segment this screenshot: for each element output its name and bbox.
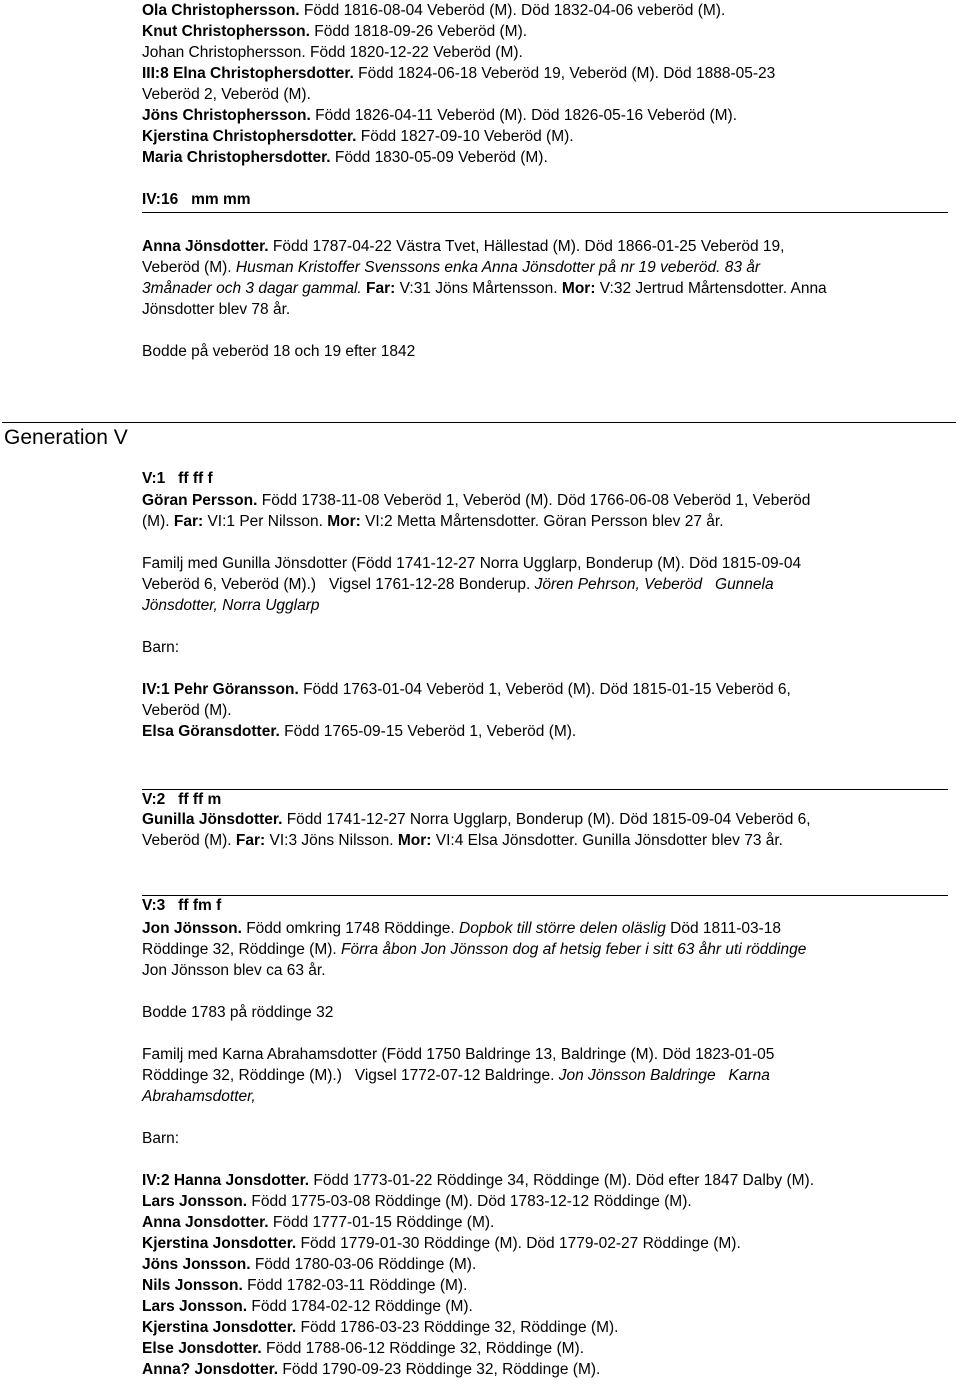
child-entry: Elsa Göransdotter. Född 1765-09-15 Veberöd 1, Veberöd (M). xyxy=(142,723,577,740)
entry-iv16: Anna Jönsdotter. Född 1787-04-22 Västra Tvet, Hällestad (M). Död 1866-01-25 Veberöd 19, Veberöd (M). Husman Kristoffer Svenssons enka Anna Jönsdotter på nr 19 veberöd. 83 år 3månader och 3 dagar gammal. Far: V:31 Jöns Mårtensson. Mor: V:32 Jertrud Mårtensdotter. Anna Jönsdotter blev 78 år. Bodde på veberöd 18 och 19 efter 1842 xyxy=(142,236,950,362)
child-entry: Lars Jonsson. Född 1784-02-12 Röddinge (M). xyxy=(142,1298,473,1315)
generation-heading: Generation V xyxy=(2,422,956,423)
child-entry: IV:1 Pehr Göransson. Född 1763-01-04 Veberöd 1, Veberöd (M). Död 1815-01-15 Veberöd 6, xyxy=(142,681,791,698)
child-entry: Anna Jonsdotter. Född 1777-01-15 Röddinge (M). xyxy=(142,1214,495,1231)
child-entry: Jöns Jonsson. Född 1780-03-06 Röddinge (M). xyxy=(142,1256,477,1273)
child-entry: Nils Jonsson. Född 1782-03-11 Röddinge (M). xyxy=(142,1277,468,1294)
intro-line: Johan Christophersson. Född 1820-12-22 Veberöd (M). xyxy=(142,44,523,61)
intro-line: Veberöd 2, Veberöd (M). xyxy=(142,86,311,103)
entry-v3: Jon Jönsson. Född omkring 1748 Röddinge. Dopbok till större delen oläslig Död 1811-03-18 Röddinge 32, Röddinge (M). Förra åbon Jon Jönsson dog af hetsig feber i sitt 63 åhr uti röddinge Jon Jönsson blev ca 63 år. Bodde 1783 på röddinge 32 Familj med Karna Abrahamsdotter (Född 1750 Baldringe 13, Baldringe (M). Död 1823-01-05 Röddinge 32, Röddinge (M).) Vigsel 1772-07-12 Baldringe. Jon Jönsson Baldringe Karna Abrahamsdotter, Barn: IV:2 Hanna Jonsdotter. Född 1773-01-22 Röddinge 34, Röddinge (M). Död efter 1847 Dalby (M). Lars Jonsson. Född 1775-03-08 Röddinge (M). Död 1783-12-12 Röddinge (M). Anna Jonsdotter. Född 1777-01-15 Röddinge (M). Kjerstina Jonsdotter. Född 1779-01-30 Röddinge (M). Död 1779-02-27 Röddinge (M). Jöns Jonsson. Född 1780-03-06 Röddinge (M). Nils Jonsson. Född 1782-03-11 Röddinge (M). Lars Jonsson. Född 1784-02-12 Röddinge (M). Kjerstina Jonsdotter. Född 1786-03-23 Röddinge 32, Röddinge (M). Else Jonsdotter. Född 1788-06-12 Röddinge 32, Röddinge (M). Anna? Jonsdotter. Född 1790-09-23 Röddinge 32, Röddinge (M). xyxy=(142,918,950,1380)
intro-line: Jöns Christophersson. Född 1826-04-11 Veberöd (M). Död 1826-05-16 Veberöd (M). xyxy=(142,107,738,124)
child-entry: Kjerstina Jonsdotter. Född 1779-01-30 Röddinge (M). Död 1779-02-27 Röddinge (M). xyxy=(142,1235,741,1252)
residence-note: Bodde på veberöd 18 och 19 efter 1842 xyxy=(142,343,416,360)
intro-line: Knut Christophersson. Född 1818-09-26 Veberöd (M). xyxy=(142,23,528,40)
residence-note: Bodde 1783 på röddinge 32 xyxy=(142,1004,334,1021)
intro-children-list xyxy=(142,0,950,168)
child-entry: Else Jonsdotter. Född 1788-06-12 Röddinge 32, Röddinge (M). xyxy=(142,1340,584,1357)
entry-v1: Göran Persson. Född 1738-11-08 Veberöd 1, Veberöd (M). Död 1766-06-08 Veberöd 1, Veberöd (M). Far: VI:1 Per Nilsson. Mor: VI:2 Metta Mårtensdotter. Göran Persson blev 27 år. Familj med Gunilla Jönsdotter (Född 1741-12-27 Norra Ugglarp, Bonderup (M). Död 1815-09-04 Veberöd 6, Veberöd (M).) Vigsel 1761-12-28 Bonderup. Jören Pehrson, Veberöd Gunnela Jönsdotter, Norra Ugglarp Barn: IV:1 Pehr Göransson. Född 1763-01-04 Veberöd 1, Veberöd (M). Död 1815-01-15 Veberöd 6, Veberöd (M). Elsa Göransdotter. Född 1765-09-15 Veberöd 1, Veberöd (M). xyxy=(142,490,950,742)
child-entry: Kjerstina Jonsdotter. Född 1786-03-23 Röddinge 32, Röddinge (M). xyxy=(142,1319,619,1336)
children-label: Barn: xyxy=(142,1130,180,1147)
intro-line: Kjerstina Christophersdotter. Född 1827-09-10 Veberöd (M). xyxy=(142,128,574,145)
section-header-v1: V:1 ff ff f xyxy=(142,470,213,487)
intro-line: III:8 Elna Christophersdotter. Född 1824-06-18 Veberöd 19, Veberöd (M). Död 1888-05-23 xyxy=(142,65,776,82)
child-entry: IV:2 Hanna Jonsdotter. Född 1773-01-22 Röddinge 34, Röddinge (M). Död efter 1847 Dalby (M). xyxy=(142,1172,815,1189)
section-header-v3: V:3 ff fm f xyxy=(142,873,948,896)
section-header-iv16: IV:16 mm mm xyxy=(142,190,948,213)
children-list xyxy=(142,1170,950,1380)
child-entry: Lars Jonsson. Född 1775-03-08 Röddinge (M). Död 1783-12-12 Röddinge (M). xyxy=(142,1193,692,1210)
children-label: Barn: xyxy=(142,639,180,656)
intro-line: Maria Christophersdotter. Född 1830-05-09 Veberöd (M). xyxy=(142,149,548,166)
intro-line: Ola Christophersson. Född 1816-08-04 Veberöd (M). Död 1832-04-06 veberöd (M). xyxy=(142,2,726,19)
family-line: Familj med Gunilla Jönsdotter (Född 1741-12-27 Norra Ugglarp, Bonderup (M). Död 1815-09-04 xyxy=(142,555,802,572)
section-header-v2: V:2 ff ff m xyxy=(142,767,948,790)
entry-v2: Gunilla Jönsdotter. Född 1741-12-27 Norra Ugglarp, Bonderup (M). Död 1815-09-04 Veberöd 6, Veberöd (M). Far: VI:3 Jöns Nilsson. Mor: VI:4 Elsa Jönsdotter. Gunilla Jönsdotter blev 73 år. xyxy=(142,811,811,849)
family-line: Familj med Karna Abrahamsdotter (Född 1750 Baldringe 13, Baldringe (M). Död 1823-01-05 xyxy=(142,1046,775,1063)
child-entry: Anna? Jonsdotter. Född 1790-09-23 Röddinge 32, Röddinge (M). xyxy=(142,1361,601,1378)
